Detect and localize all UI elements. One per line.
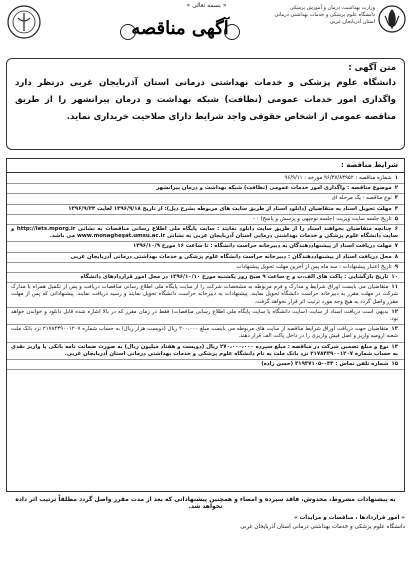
clause-text: تاریخ اعتبار پیشنهادات : سه ماه پس از آخرین مهلت تحویل پیشنهادات — [236, 263, 392, 270]
page-title: آگهی مناقصه — [131, 18, 229, 39]
clause-item — [7, 308, 404, 325]
clause-item — [7, 283, 404, 308]
clause-number: ۸ — [394, 253, 398, 260]
title-block — [120, 16, 240, 44]
clause-number: ۳ — [394, 195, 398, 202]
clause-item — [7, 225, 404, 242]
clause-number: ۱۲ — [391, 308, 398, 315]
clause-text: نوع و مبلغ تضمین شرکت در مناقصه : مبلغ سپرده ۲۷۰،۰۰۰،۰۰۰ ریال (دویست و هفتاد میلیون ریال) به صورت ضمانت نامه بانکی یا واریز نقدی به حساب شماره ۲۱۷۸۴۳۹۰۰۱۲۰۷ نزد بانک ملت به نام دانشگاه علوم پزشکی و خدمات بهداشتی درمانی استان آذربایجان غربی. — [11, 343, 398, 357]
clause-text: شماره تلفن تماس : ۰۴۴-۳۱۹۳۷۱۰۵ (حسن زاده) — [261, 361, 389, 368]
disclaimer-note: به پیشنهادات مشروط، مخدوش، فاقد سپرده و امضاء و همچنین پیشنهاداتی که بعد از مدت مقرر واصل گردد مطلقاً ترتیب اثر داده نخواهد شد. — [15, 496, 396, 510]
clause-number: ۱۳ — [391, 326, 399, 333]
emblem-icon — [377, 4, 407, 34]
clause-item — [7, 174, 404, 184]
clause-text: تاریخ بازگشایی : پاکت های الف،ب و ج ساعت ۹ صبح روز یکشنبه مورخ ۱۳۹۶/۱۰/۱۰ در محل امور قراردادهای دانشگاه — [80, 274, 389, 281]
clause-text: موضوع مناقصه : واگذاری امور خدمات عمومی (نظافت) شبکه بهداشت و درمان پیرانشهر — [156, 185, 392, 192]
intro-heading: متن آگهی : — [348, 63, 396, 73]
divider — [7, 172, 404, 173]
header — [0, 0, 413, 56]
ministry-line: وزارت بهداشت، درمان و آموزش پزشکی — [289, 5, 375, 11]
clause-item — [7, 194, 404, 204]
title-ornament-icon — [120, 24, 136, 40]
clause-text: چنانچه متقاضیان بخواهند اسناد را از طریق سایت دانلود نمایند : سایت پایگاه ملی اطلاع رسانی مناقصات به نشانی http://iets.mporg.ir و سایت دانشگاه علوم پزشکی و خدمات بهداشتی درمانی استان آذربایجان غربی به نشانی www.monagheşat.umsu.ac.ir می باشد. — [11, 226, 398, 240]
bismillah: « بسمه تعالی » — [186, 2, 227, 9]
clause-number: ۱۱ — [391, 284, 398, 291]
clause-number: ۱۵ — [391, 361, 398, 368]
clause-item — [7, 343, 404, 360]
ministry-line: دانشگاه علوم پزشکی و خدمات بهداشتی درمانی — [274, 12, 375, 19]
clause-item — [7, 205, 404, 215]
clause-text: نوع مناقصه : یک مرحله ای — [331, 195, 392, 202]
clause-text: متقاضیان می بایست اوراق شرایط و مدارک و فرم مربوطه به مشخصات شرکت را از سایت پایگاه ملی اطلاع رسانی مناقصات دریافت و پس از تکمیل همراه با مدارک شرکت در مهلت مقرر به دبیرخانه حراست دانشگاه تحویل نمایند. پیشنهادات به دبیرخانه حراست دانشگاه تحویل نمایند و رسید دریافت نمایند. پیشنهاداتی که پس از مهلت مقرر واصل گردد به هیچ وجه مورد ترتیب اثر قرار نخواهد گرفت. — [11, 284, 398, 305]
clause-item — [7, 360, 404, 370]
university-logo-icon — [6, 4, 42, 40]
clause-number: ۱۴ — [391, 343, 398, 350]
clause-text: مهلت تحویل اسناد به متقاضیان (دانلود اسناد از طریق سایت های مربوطه بشرح ذیل): از تاریخ ۱۳۹۶/۹/۱۸ لغایت ۱۳۹۶/۹/۲۴ — [68, 205, 392, 212]
footer — [6, 514, 405, 532]
clause-item — [7, 253, 404, 263]
clause-text: محل دریافت اسناد از پیشنهاددهندگان : دبیرخانه حراست دانشگاه علوم پزشکی و خدمات بهداشتی درمانی آذربایجان غربی — [70, 253, 392, 260]
intro-body: دانشگاه علوم پزشکی و خدمات بهداشتی درمانی استان آذربایجان غربی درنظر دارد واگذاری امور خدمات عمومی (نظافت) شبکه بهداشت و درمان پیرانشهر را از طریق مناقصه عمومی از اشخاص حقوقی واجد شرایط دارای صلاحیت خریداری نماید. — [15, 78, 396, 122]
clause-number: ۵ — [394, 215, 398, 222]
ministry-line: استان آذربایجان غربی — [329, 19, 375, 26]
clause-number: ۶ — [394, 226, 398, 233]
clause-number: ۴ — [394, 205, 398, 212]
clause-text: تاریخ جلسه سایت ویزیت (جلسه توجیهی و پرسش و پاسخ) : - — [253, 215, 392, 222]
footer-university: دانشگاه علوم پزشکی و خدمات بهداشتی درمانی استان آذربایجان غربی — [240, 524, 405, 530]
intro-box — [6, 58, 405, 150]
clause-number: ۹ — [394, 263, 398, 270]
clause-item — [7, 184, 404, 194]
clause-text: متقاضیان جهت دریافت اوراق شرایط مناقصه از سایت های مربوطه می بایست مبلغ ۲۰۰،۰۰۰ ریال (دویست هزار ریال) به حساب شماره ۲۱۷۸۴۳۹۰۰۱۲۰۷ نزد بانک ملت شعبه ارومیه واریز و اصل فیش واریزی را در داخل پاکت الف قرار دهند. — [11, 326, 398, 340]
clause-number: ۱۰ — [391, 274, 398, 281]
ministry-text — [245, 5, 375, 27]
clause-list — [7, 174, 404, 370]
clause-item — [7, 215, 404, 225]
clause-item — [7, 263, 404, 273]
clause-number: ۱ — [394, 175, 398, 181]
clause-number: ۷ — [394, 243, 398, 250]
clause-item — [7, 242, 404, 252]
conditions-box — [6, 158, 405, 492]
clause-number: ۲ — [394, 185, 398, 192]
clause-item — [7, 273, 404, 283]
clause-text: مهلت دریافت اسناد از پیشنهاددهندگان به دبیرخانه حراست دانشگاه : تا ساعت ۱۶ مورخ ۱۳۹۶/۱۰/۹ — [132, 243, 392, 250]
conditions-title: شرایط مناقصه : — [341, 161, 398, 169]
footer-department: « امور قراردادها ، مناقصات و مزایدات » — [294, 515, 405, 521]
clause-item — [7, 325, 404, 342]
clause-text: بدیهی است دریافت اسناد از سایت (سایت دانشگاه یا سایت پایگاه ملی اطلاع رسانی مناقصات) فقط در زمان مقرر که در بالا اشاره شده قابل دانلود و خواندن خواهد بود. — [11, 308, 398, 323]
clause-text: شماره مناقصه : ۹۶/۴۷/۸۳۹۵۲ مورخه : ۹۶/۹/۱۱ — [284, 175, 392, 181]
